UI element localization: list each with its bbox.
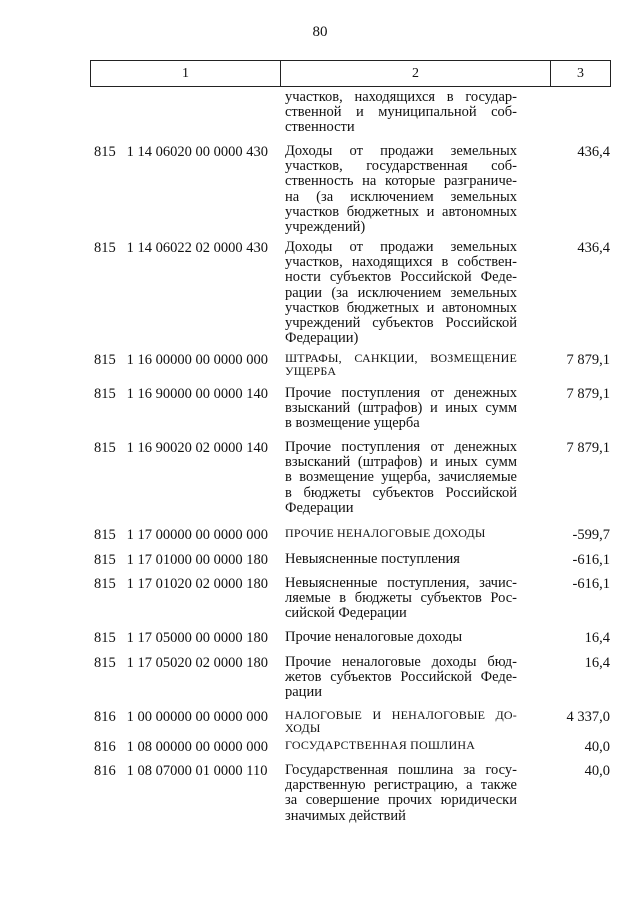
row-name-line: за совершение прочих юридически [285,792,517,809]
row-value: 40,0 [584,763,610,779]
row-value: 16,4 [584,630,610,646]
row-name [285,552,517,567]
row-name-line: Прочие неналоговые доходы [285,629,463,645]
row-name-line: ственной и муниципальной соб- [285,104,517,121]
row-name-line: ШТРАФЫ, САНКЦИИ, ВОЗМЕЩЕНИЕ [285,351,517,365]
table-header [90,60,611,87]
row-name [285,144,517,235]
row-value: 7 879,1 [566,386,610,402]
row-name-line: дарственную регистрацию, а также [285,777,517,794]
row-code: 815 1 14 06022 02 0000 430 [94,240,268,256]
row-name-line: ХОДЫ [285,721,321,735]
row-code: 816 1 08 07000 01 0000 110 [94,763,268,779]
row-value: 436,4 [577,240,610,256]
row-code: 815 1 16 00000 00 0000 000 [94,352,268,368]
row-code: 815 1 17 01000 00 0000 180 [94,552,268,568]
row-name [285,763,517,824]
row-name-line: ГОСУДАРСТВЕННАЯ ПОШЛИНА [285,738,476,752]
row-name-line: значимых действий [285,807,406,824]
header-col-3: 3 [551,61,611,87]
row-value: -599,7 [572,527,610,543]
row-name-line: Доходы от продажи земельных [285,143,517,159]
row-name-line: рации (за исключением земельных [285,284,517,301]
header-col-1: 1 [91,61,281,87]
row-name [285,709,517,735]
row-name-line: участков, находящихся в государ- [285,89,517,105]
row-value: 7 879,1 [566,440,610,456]
row-name [285,630,517,645]
row-name-line: участков бюджетных и автономных [285,299,517,316]
row-name-line: на (за исключением земельных [285,188,517,205]
page-number: 80 [312,24,328,40]
row-name [285,386,517,432]
row-name [285,90,517,136]
row-name-line: участков, находящихся в собствен- [285,254,517,271]
row-name-line: УЩЕРБА [285,364,337,378]
row-name-line: Прочие поступления от денежных [285,385,517,401]
row-value: 16,4 [584,655,610,671]
row-code: 816 1 00 00000 00 0000 000 [94,709,268,725]
row-value: -616,1 [572,552,610,568]
row-name [285,240,517,346]
row-code: 815 1 16 90000 00 0000 140 [94,386,268,402]
row-name-line: ственность на которые разграниче- [285,173,517,190]
row-name-line: Федерации) [285,330,359,347]
row-code: 815 1 16 90020 02 0000 140 [94,440,268,456]
row-name [285,576,517,622]
row-name [285,440,517,516]
row-name-line: Федерации [285,499,354,516]
row-name-line: ПРОЧИЕ НЕНАЛОГОВЫЕ ДОХОДЫ [285,526,486,540]
row-name-line: Государственная пошлина за госу- [285,762,517,778]
row-name-line: НАЛОГОВЫЕ И НЕНАЛОГОВЫЕ ДО- [285,708,517,722]
row-name-line: участков, государственная соб- [285,158,517,175]
row-name-line: Прочие неналоговые доходы бюд- [285,654,517,670]
row-value: 4 337,0 [566,709,610,725]
row-code: 815 1 17 05020 02 0000 180 [94,655,268,671]
row-name-line: взысканий (штрафов) и иных сумм [285,400,517,417]
row-code: 815 1 14 06020 00 0000 430 [94,144,268,160]
row-name-line: участков бюджетных и автономных [285,203,517,220]
row-name-line: учреждений субъектов Российской [285,315,517,332]
row-name [285,739,517,752]
header-col-2: 2 [281,61,551,87]
row-name-line: Прочие поступления от денежных [285,439,517,455]
row-code: 815 1 17 05000 00 0000 180 [94,630,268,646]
row-name-line: учреждений) [285,219,366,236]
row-name-line: Доходы от продажи земельных [285,239,517,255]
row-value: 436,4 [577,144,610,160]
row-name-line: жетов субъектов Российской Феде- [285,669,517,686]
row-name-line: в возмещение ущерба, зачисляемые [285,469,517,486]
row-name-line: ляемые в бюджеты субъектов Рос- [285,590,517,607]
row-name [285,352,517,378]
row-name-line: в возмещение ущерба [285,415,420,432]
row-value: 7 879,1 [566,352,610,368]
row-name-line: сийской Федерации [285,605,407,622]
row-name-line: взысканий (штрафов) и иных сумм [285,454,517,471]
row-value: 40,0 [584,739,610,755]
row-value: -616,1 [572,576,610,592]
row-code: 815 1 17 00000 00 0000 000 [94,527,268,543]
row-name-line: Невыясненные поступления [285,551,460,567]
row-name-line: Невыясненные поступления, зачис- [285,575,517,591]
row-name-line: рации [285,684,322,701]
row-name-line: ности субъектов Российской Феде- [285,269,517,286]
row-code: 815 1 17 01020 02 0000 180 [94,576,268,592]
row-name [285,655,517,701]
row-name-line: ственности [285,119,355,136]
row-name-line: в бюджеты субъектов Российской [285,484,517,501]
row-code: 816 1 08 00000 00 0000 000 [94,739,268,755]
row-name [285,527,517,540]
